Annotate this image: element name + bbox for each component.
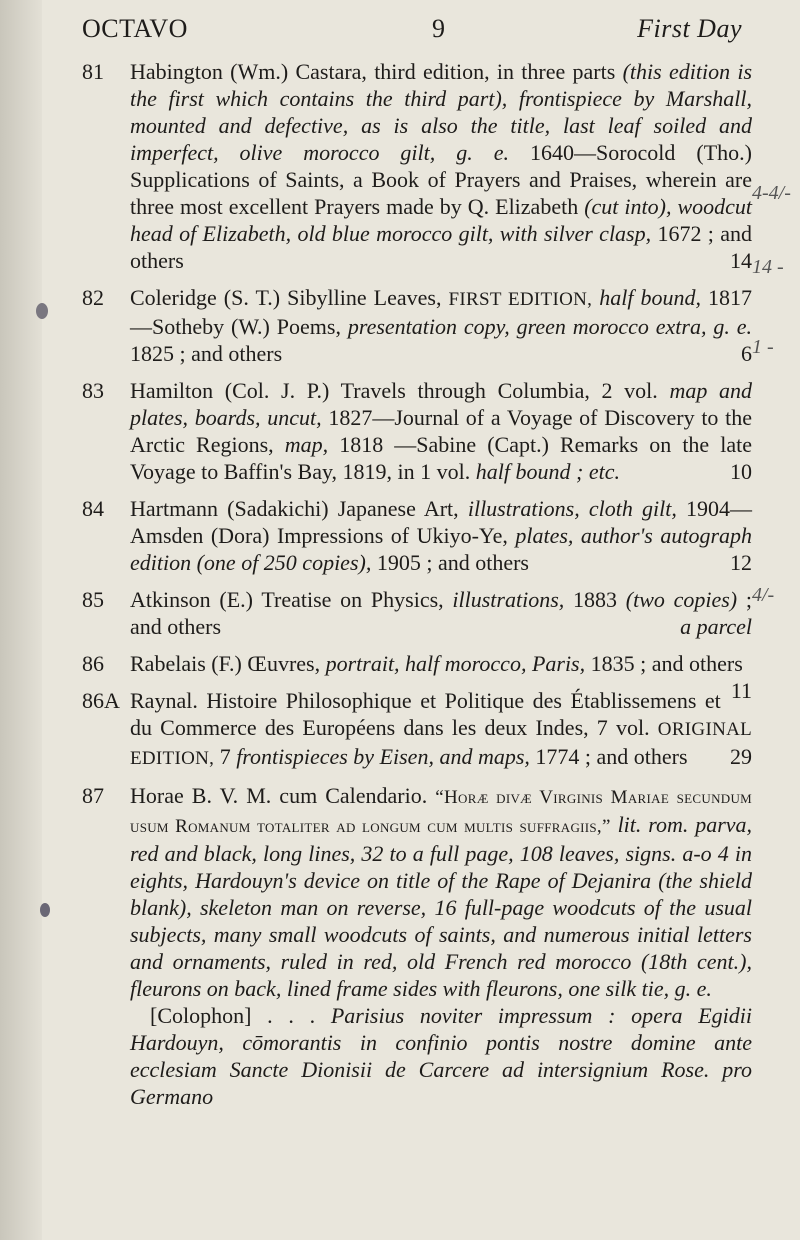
lot-text: [Colophon] . . . xyxy=(150,1003,316,1028)
lot-entry xyxy=(82,586,752,640)
lot-text-smallcaps: “Horæ divæ Virginis Mariae secundum usum Romanum totaliter ad longum cum multis suffragiis,” xyxy=(130,787,753,837)
margin-note: 4/- xyxy=(752,584,775,606)
lot-entry xyxy=(82,58,752,274)
lot-price: 14 xyxy=(730,248,752,273)
lot-number: 84 xyxy=(82,496,104,521)
margin-note: 1 - xyxy=(752,336,774,358)
lot-text: Hartmann (Sadakichi) Japanese Art, xyxy=(130,496,459,521)
lot-text: 1774 ; and others xyxy=(535,744,688,769)
lot-text-italic: frontispieces by Eisen, and maps, xyxy=(236,744,530,769)
lot-text-italic: Parisius noviter impressum : opera Egidii Hardouyn, cōmorantis in confinio pontis nostre domine ante ecclesiam Sancte Dionisii de Carcere ad intersignium Rose. pro Germano xyxy=(130,1003,752,1109)
lot-text: 1905 ; and others xyxy=(376,550,529,575)
lot-list xyxy=(82,58,752,1120)
lot-text: Coleridge (S. T.) Sibylline Leaves, xyxy=(130,285,442,310)
lot-text: 1827—Journal of a Voyage of Discovery to the Arctic Regions, xyxy=(130,405,753,457)
lot-description xyxy=(130,650,752,703)
lot-text-italic: half bound ; etc. xyxy=(475,459,620,484)
lot-text: 1825 ; and others xyxy=(130,341,283,366)
lot-text-italic: map and plates, boards, uncut, xyxy=(130,378,753,430)
lot-text: 1904—Amsden (Dora) Impressions of Ukiyo-Ye, xyxy=(130,496,753,548)
lot-text: Habington (Wm.) Castara, third edition, in three parts xyxy=(130,59,616,84)
lot-text-smallcaps: ORIGINAL EDITION, xyxy=(130,719,753,769)
lot-description xyxy=(130,284,752,367)
lot-price: 10 xyxy=(730,459,752,484)
lot-description xyxy=(130,586,752,640)
lot-description xyxy=(130,495,752,576)
lot-text-italic: half bound, xyxy=(599,285,701,310)
lot-entry xyxy=(82,377,752,485)
lot-number: 85 xyxy=(82,587,104,612)
lot-text-italic: portrait, half morocco, Paris, xyxy=(325,651,586,676)
lot-number: 83 xyxy=(82,378,104,403)
lot-description xyxy=(130,782,752,1110)
page-gutter-shadow xyxy=(0,0,42,1240)
lot-number: 81 xyxy=(82,59,104,84)
lot-text: 1883 xyxy=(573,587,617,612)
lot-text-italic: (cut into), woodcut head of Elizabeth, old blue morocco gilt, with silver clasp, xyxy=(130,194,752,246)
colophon xyxy=(130,1002,752,1110)
margin-note: 4-4/- xyxy=(752,182,791,204)
lot-text: 1817—Sotheby (W.) Poems, xyxy=(130,285,753,339)
lot-text: Atkinson (E.) Treatise on Physics, xyxy=(130,587,444,612)
lot-text-italic: lit. rom. parva, red and black, long lines, 32 to a full page, 108 leaves, signs. a-o 4 in eights, Hardouyn's device on title of the Rape of Dejanira (the shield blank), skeleton man on reverse, 16 full-page woodcuts of the usual subjects, many small woodcuts of saints, and numerous initial letters and ornaments, ruled in red, old French red morocco (18th cent.), fleurons on back, lined frame sides with fleurons, one silk tie, g. e. xyxy=(130,812,753,1001)
lot-entry xyxy=(82,495,752,576)
lot-text-italic: (two copies) xyxy=(625,587,738,612)
ink-blot xyxy=(40,903,50,917)
lot-price: 12 xyxy=(730,550,752,575)
lot-price: a parcel xyxy=(680,614,752,639)
lot-text-italic: presentation copy, green morocco extra, g. e. xyxy=(347,314,753,339)
lot-price: 11 xyxy=(730,678,752,703)
lot-text-italic: illustrations, cloth gilt, xyxy=(467,496,677,521)
lot-number: 82 xyxy=(82,285,104,310)
lot-text-italic: illustrations, xyxy=(452,587,565,612)
lot-text: 1835 ; and others xyxy=(590,651,743,676)
lot-entry xyxy=(82,687,752,772)
lot-text-italic: map, xyxy=(284,432,329,457)
lot-text: Raynal. Histoire Philosophique et Politique des Établissemens et du Commerce des Européens dans les deux Indes, 7 vol. xyxy=(130,688,721,740)
page-header xyxy=(82,14,742,50)
lot-number: 86 xyxy=(82,651,104,676)
lot-text: Rabelais (F.) Œuvres, xyxy=(130,651,321,676)
lot-description xyxy=(130,687,752,772)
lot-text: 1640—Sorocold (Tho.) Supplications of Saints, a Book of Prayers and Praises, wherein are three most excellent Prayers made by Q. Elizabeth xyxy=(130,140,752,219)
lot-text: 7 xyxy=(219,744,231,769)
lot-description xyxy=(130,377,752,485)
lot-text: 1818 —Sabine (Capt.) Remarks on the late Voyage to Baffin's Bay, 1819, in 1 vol. xyxy=(130,432,753,484)
ink-blot xyxy=(36,303,48,319)
lot-text-italic: plates, author's autograph edition (one of 250 copies), xyxy=(130,523,753,575)
lot-price: 6 xyxy=(741,341,752,366)
margin-note: 14 - xyxy=(752,256,784,278)
lot-number: 86A xyxy=(82,688,120,713)
lot-text-smallcaps: FIRST EDITION, xyxy=(448,289,593,310)
page-number: 9 xyxy=(432,14,446,43)
header-day: First Day xyxy=(637,14,742,43)
lot-entry xyxy=(82,782,752,1110)
lot-text: Horae B. V. M. cum Calendario. xyxy=(130,783,428,808)
lot-number: 87 xyxy=(82,783,104,808)
lot-text: Hamilton (Col. J. P.) Travels through Columbia, 2 vol. xyxy=(130,378,658,403)
lot-text: 1672 ; and others xyxy=(130,221,752,273)
lot-text-italic: (this edition is the first which contains the third part), frontispiece by Marshall, mounted and defective, as is also the title, last leaf soiled and imperfect, olive morocco gilt, g. e. xyxy=(130,59,753,165)
header-format: OCTAVO xyxy=(82,14,188,43)
lot-entry xyxy=(82,284,752,367)
lot-text: ; and others xyxy=(130,587,753,639)
lot-price: 29 xyxy=(730,744,752,769)
lot-description xyxy=(130,58,752,274)
